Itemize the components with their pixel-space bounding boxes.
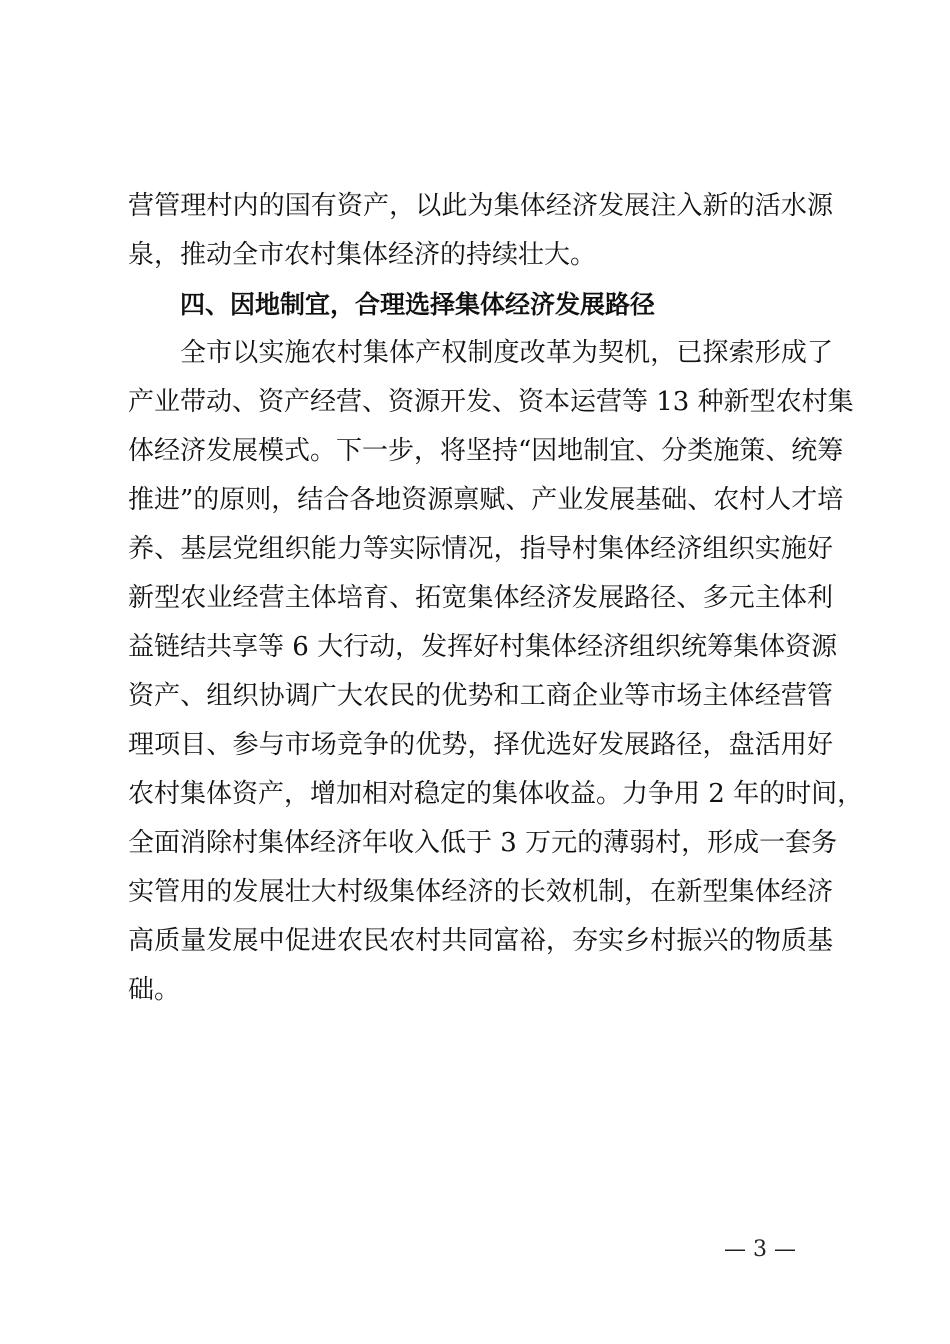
paragraph-line: 泉，推动全市农村集体经济的持续壮大。 — [128, 240, 597, 270]
paragraph-line: 全市以实施农村集体产权制度改革为契机，已探索形成了 — [180, 338, 833, 368]
paragraph-line: 础。 — [128, 975, 181, 1005]
paragraph-line: 农村集体资产，增加相对稳定的集体收益。力争用 2 年的时间， — [128, 779, 864, 809]
paragraph-line: 理项目、参与市场竞争的优势，择优选好发展路径，盘活用好 — [128, 730, 833, 760]
paragraph-line: 益链结共享等 6 大行动，发挥好村集体经济组织统筹集体资源 — [128, 632, 838, 662]
paragraph-line: 高质量发展中促进农民农村共同富裕，夯实乡村振兴的物质基 — [128, 926, 833, 956]
paragraph-line: 体经济发展模式。下一步，将坚持“因地制宜、分类施策、统筹 — [128, 436, 844, 466]
page-number: — 3 — — [724, 1237, 796, 1262]
paragraph-line: 养、基层党组织能力等实际情况，指导村集体经济组织实施好 — [128, 534, 833, 564]
paragraph-line: 全面消除村集体经济年收入低于 3 万元的薄弱村，形成一套务 — [128, 828, 838, 858]
paragraph-line: 新型农业经营主体培育、拓宽集体经济发展路径、多元主体利 — [128, 583, 833, 613]
paragraph-line: 实管用的发展壮大村级集体经济的长效机制，在新型集体经济 — [128, 877, 833, 907]
section-heading: 四、因地制宜，合理选择集体经济发展路径 — [180, 290, 656, 319]
paragraph-line: 资产、组织协调广大农民的优势和工商企业等市场主体经营管 — [128, 681, 833, 711]
paragraph-line: 产业带动、资产经营、资源开发、资本运营等 13 种新型农村集 — [128, 387, 854, 417]
body-text — [128, 182, 864, 1015]
paragraph-line: 推进”的原则，结合各地资源禀赋、产业发展基础、农村人才培 — [128, 485, 844, 515]
paragraph-line: 营管理村内的国有资产，以此为集体经济发展注入新的活水源 — [128, 191, 833, 221]
